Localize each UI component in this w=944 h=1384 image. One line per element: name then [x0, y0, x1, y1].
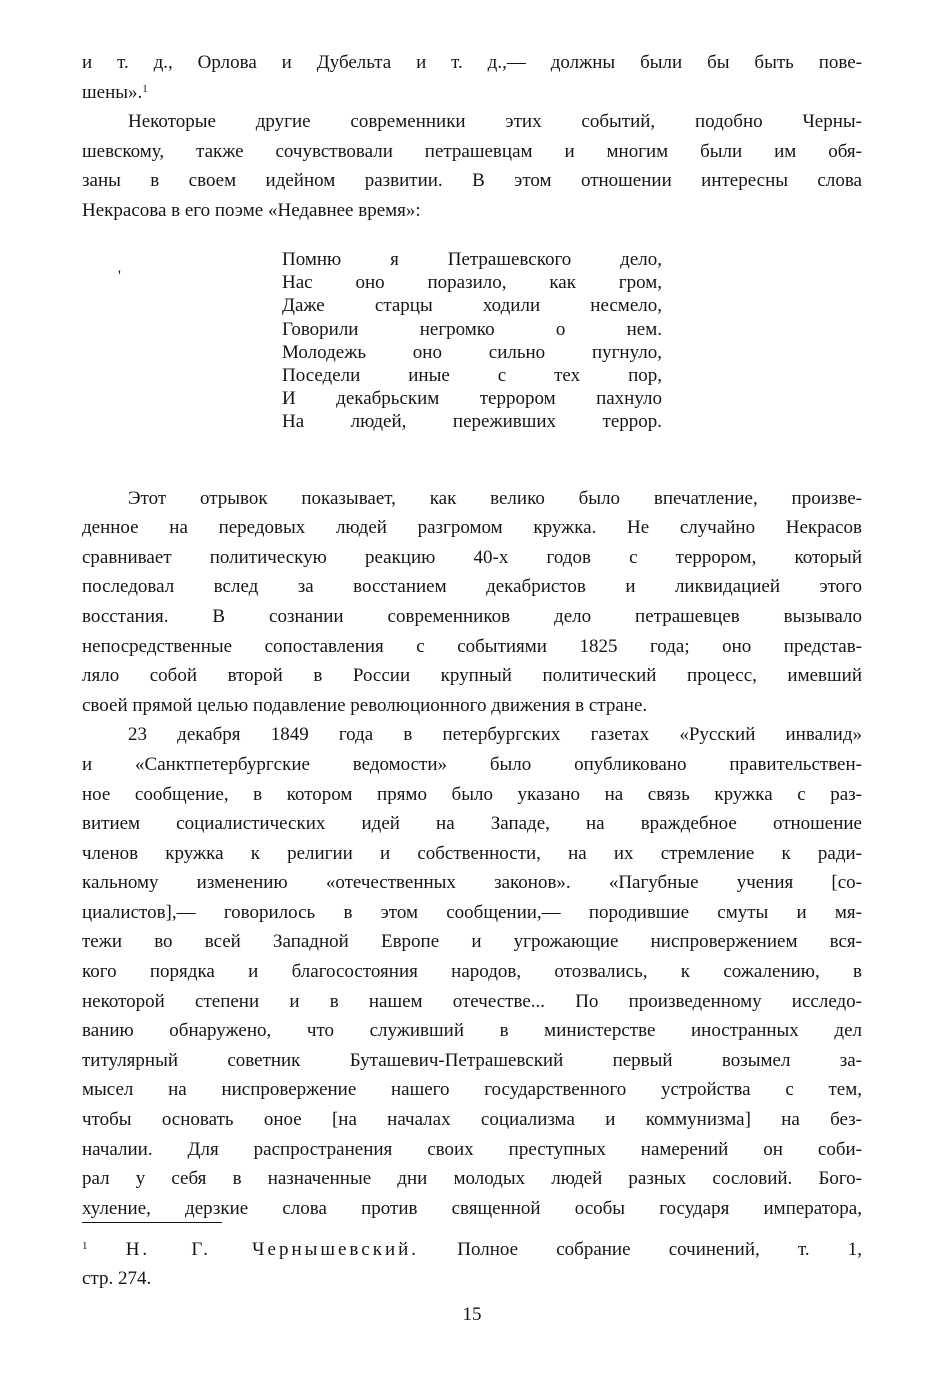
text-line: началии. Для распространения своих преступных намерений он соби- — [82, 1138, 862, 1160]
text-line — [82, 78, 862, 108]
text-line: мысел на ниспровержение нашего государственного устройства с тем, — [82, 1079, 862, 1101]
paragraph-contemporaries — [82, 107, 862, 225]
footnote-reference: 1 — [142, 82, 148, 95]
poem-quote — [282, 248, 662, 434]
text-line: циалистов],— говорилось в этом сообщении,— породившие смуты и мя- — [82, 901, 862, 923]
footnote-author: Н. Г. Чернышевский. — [125, 1239, 420, 1260]
text-line: кальному изменению «отечественных законов». «Пагубные учения [со- — [82, 872, 862, 894]
text-line: денное на передовых людей разгромом кружка. Не случайно Некрасов — [82, 517, 862, 539]
page-body — [82, 48, 862, 1223]
text-line: витием социалистических идей на Западе, на враждебное отношение — [82, 813, 862, 835]
poem-line: Нас оно поразило, как гром, — [282, 272, 662, 294]
poem-line: Говорили негромко о нем. — [282, 318, 662, 340]
text-line: чтобы основать оное [на началах социализма и коммунизма] на без- — [82, 1109, 862, 1131]
poem-line: Поседели иные с тех пор, — [282, 364, 662, 386]
text-line: 23 декабря 1849 года в петербургских газетах «Русский инвалид» — [128, 724, 862, 746]
poem-line: На людей, переживших террор. — [282, 411, 662, 433]
text-line: ное сообщение, в котором прямо было указано на связь кружка с раз- — [82, 783, 862, 805]
poem-line: И декабрьским террором пахнуло — [282, 388, 662, 410]
text-line: кого порядка и благосостояния народов, отозвались, к сожалению, в — [82, 961, 862, 983]
text-fragment: шены». — [82, 81, 143, 103]
footnote-source: Полное собрание сочинений, т. 1, — [457, 1239, 863, 1260]
footnote-marker: 1 — [82, 1240, 88, 1252]
paragraph-opening — [82, 48, 862, 107]
text-line: рал у себя в назначенные дни молодых людей разных сословий. Бого- — [82, 1168, 862, 1190]
page-number: 15 — [462, 1304, 482, 1325]
text-line: титулярный советник Буташевич-Петрашевский первый возымел за- — [82, 1049, 862, 1071]
text-line: непосредственные сопоставления с событиями 1825 года; оно представ- — [82, 635, 862, 657]
footnote — [82, 1235, 862, 1293]
text-line: хуление, дерзкие слова против священной особы государя императора, — [82, 1197, 862, 1219]
poem-line: Помню я Петрашевского дело, — [282, 249, 662, 270]
text-line: Некоторые другие современники этих событий, подобно Черны- — [128, 111, 862, 133]
text-line: Этот отрывок показывает, как велико было впечатление, произве- — [128, 487, 862, 509]
text-line: некоторой степени и в нашем отечестве... По произведенному исследо- — [82, 990, 862, 1012]
text-line: ляло собой второй в России крупный политический процесс, имевший — [82, 665, 862, 687]
paragraph-impression — [82, 484, 862, 721]
paragraph-government-report — [82, 720, 862, 1223]
footnote-divider — [82, 1222, 222, 1223]
text-line: и «Санктпетербургские ведомости» было опубликовано правительствен- — [82, 753, 862, 775]
stray-mark: ' — [118, 268, 121, 285]
text-line: заны в своем идейном развитии. В этом отношении интересны слова — [82, 170, 862, 192]
footnote-line — [82, 1235, 862, 1264]
text-line: сравнивает политическую реакцию 40-х годов с террором, который — [82, 546, 862, 568]
text-line: тежи во всей Западной Европе и угрожающие ниспровержением вся- — [82, 931, 862, 953]
text-line: и т. д., Орлова и Дубельта и т. д.,— должны были бы быть пове- — [82, 52, 862, 73]
text-line: последовал вслед за восстанием декабристов и ликвидацией этого — [82, 576, 862, 598]
text-line: своей прямой целью подавление революционного движения в стране. — [82, 694, 648, 716]
text-line: восстания. В сознании современников дело петрашевцев вызывало — [82, 605, 862, 627]
text-line: Некрасова в его поэме «Недавнее время»: — [82, 199, 421, 221]
text-line: ванию обнаружено, что служивший в министерстве иностранных дел — [82, 1020, 862, 1042]
footnote-line: стр. 274. — [82, 1268, 152, 1289]
text-line: членов кружка к религии и собственности, на их стремление к ради- — [82, 842, 862, 864]
poem-line: Молодежь оно сильно пугнуло, — [282, 341, 662, 363]
poem-line: Даже старцы ходили несмело, — [282, 295, 662, 317]
text-line: шевскому, также сочувствовали петрашевцам и многим были им обя- — [82, 140, 862, 162]
